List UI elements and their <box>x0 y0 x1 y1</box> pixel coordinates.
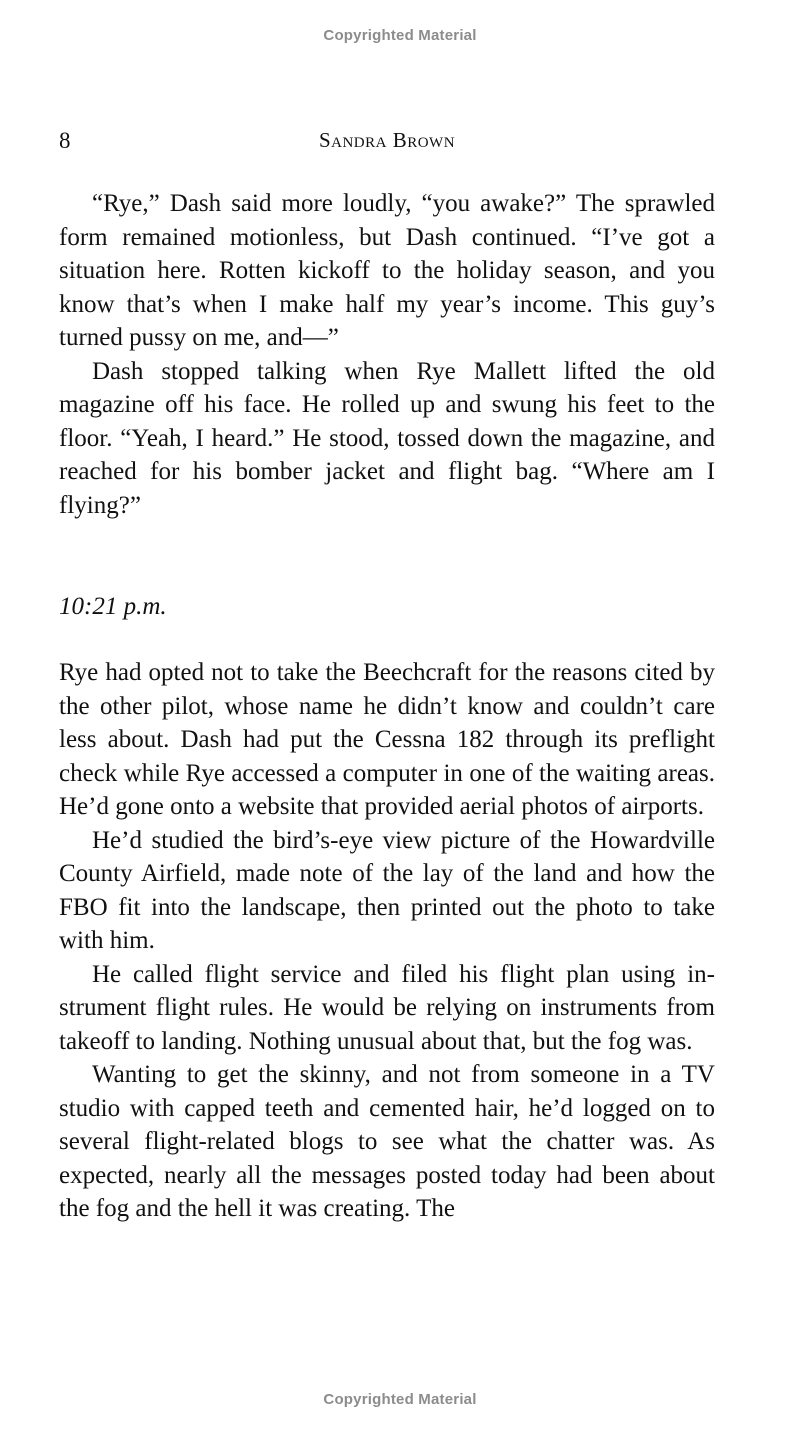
paragraph: Wanting to get the skinny, and not from someone in a TV studio with capped teeth and cemented hair, he’d logged on to several flight-related blogs to see what the chatter was. As expected, nearly all the messages posted today had been about the fog and the hell it was creating. The <box>59 1061 715 1222</box>
paragraph: He’d studied the bird’s-eye view picture of the Howardville County Airfield, made note of the lay of the land and how the FBO fit into the landscape, then printed out the photo to take with him. <box>59 826 715 954</box>
paragraph: He called flight service and filed his flight plan using instrument flight rules. He would be relying on instruments from takeoff to landing. Nothing unusual about that, but the fog was. <box>59 960 715 1055</box>
page-header <box>59 128 715 156</box>
page-number: 8 <box>59 128 71 153</box>
copyright-watermark-top: Copyrighted Material <box>323 27 477 44</box>
body-section-2 <box>59 656 715 1226</box>
paragraph: Dash stopped talking when Rye Mallett lifted the old magazine off his face. He rolled up and swung his feet to the floor. “Yeah, I heard.” He stood, tossed down the magazine, and reached for his bomber jacket and flight bag. “Where am I flying?” <box>59 357 715 519</box>
body-section-1 <box>59 187 715 522</box>
paragraph: “Rye,” Dash said more loudly, “you awake?” The sprawled form remained motionless, but Dash continued. “I’ve got a situation here. Rotten kickoff to the holiday season, and you know that’s when I make half my year’s income. This guy’s turned pussy on me, and—” <box>59 190 715 351</box>
scene-timestamp: 10:21 p.m. <box>59 593 167 620</box>
paragraph: Rye had opted not to take the Beechcraft for the reasons cited by the other pilot, whose name he didn’t know and couldn’t care less about. Dash had put the Cessna 182 through its preflight check while Rye accessed a computer in one of the waiting areas. He’d gone onto a website that provided aerial photos of airports. <box>59 659 715 820</box>
copyright-watermark-bottom: Copyrighted Material <box>323 1391 477 1408</box>
running-head-author: Sandra Brown <box>318 128 456 152</box>
